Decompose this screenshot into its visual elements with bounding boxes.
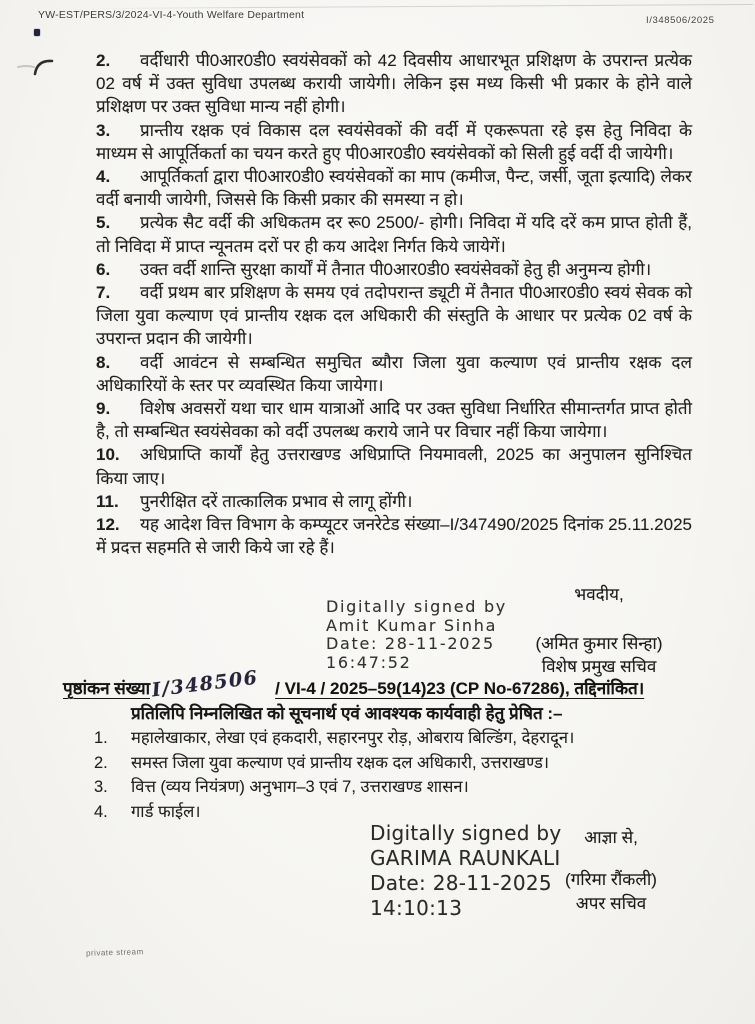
- digital-signature-line: Date: 28-11-2025: [370, 871, 552, 895]
- digital-signature-stamp-secretary: [326, 598, 507, 672]
- copy-item-text: समस्त जिला युवा कल्याण एवं प्रान्तीय रक्षक दल अधिकारी, उत्तराखण्ड।: [131, 753, 550, 772]
- handwritten-dispatch-number: I/348506: [150, 666, 260, 702]
- copy-item-number: 1.: [94, 729, 108, 747]
- signatory-block-secretary: [515, 582, 683, 678]
- paragraph-number: 6.: [96, 259, 111, 279]
- copy-item: [94, 726, 694, 751]
- paragraph-number: 11.: [96, 491, 119, 511]
- paragraph-text: प्रान्तीय रक्षक एवं विकास दल स्वयंसेवकों की वर्दी में एकरूपता रहे इस हेतु निविदा के माध्यम से आपूर्तिकर्ता का चयन करते हुए पी0आर0डी0 स्वयंसेवकों को सिली हुई वर्दी दी जायेगी।: [96, 120, 692, 163]
- order-paragraph: [96, 211, 692, 257]
- digital-signature-line: Amit Kumar Sinha: [326, 615, 498, 635]
- paragraph-text: प्रत्येक सैट वर्दी की अधिकतम दर रू0 2500/- होगी। निविदा में यदि दरें कम प्राप्त होती हैं, तो निविदा में प्राप्त न्यूनतम दरों पर ही कय आदेश निर्गत किये जायेगें।: [96, 213, 692, 256]
- paragraph-number: 3.: [96, 120, 111, 140]
- signatory-block-addl-secretary: [535, 825, 687, 916]
- copy-item-text: वित्त (व्यय नियंत्रण) अनुभाग–3 एवं 7, उत्तराखण्ड शासन।: [131, 778, 469, 796]
- copy-item-text: गार्ड फाईल।: [131, 802, 201, 821]
- paragraph-number: 2.: [96, 51, 111, 70]
- paragraph-text: वर्दी आवंटन से सम्बन्धित समुचित ब्यौरा जिला युवा कल्याण एवं प्रान्तीय रक्षक दल अधिकारियों के स्तर पर व्यवस्थित किया जायेगा।: [96, 352, 692, 395]
- scan-dot-artifact: [34, 29, 40, 36]
- paragraph-text: विशेष अवसरों यथा चार धाम यात्राओं आदि पर उक्त सुविधा निर्धारित सीमान्तर्गत प्राप्त होती है, तो सम्बन्धित स्वयंसेवका को वर्दी उपलब्ध कराये जाने पर विचार नहीं किया जायेगा।: [96, 399, 692, 442]
- paragraph-text: उक्त वर्दी शान्ति सुरक्षा कार्यों में तैनात पी0आर0डी0 स्वयंसेवकों हेतु ही अनुमन्य होगी।: [140, 259, 652, 279]
- copy-distribution-heading: प्रतिलिपि निम्नलिखित को सूचनार्थ एवं आवश्यक कार्यवाही हेतु प्रेषित :–: [131, 704, 563, 723]
- paragraph-text: वर्दीधारी पी0आर0डी0 स्वयंसेवकों को 42 दिवसीय आधारभूत प्रशिक्षण के उपरान्त प्रत्येक 02 वर्ष में उक्त सुविधा उपलब्ध करायी जायेगी। लेकिन इस मध्य किसी भी प्रकार के होने वाले प्रशिक्षण पर उक्त सुविधा मान्य नहीं होगी।: [96, 51, 692, 117]
- salutation: भवदीय,: [574, 585, 624, 604]
- order-body: [96, 49, 692, 559]
- copy-item-text: महालेखाकार, लेखा एवं हकदारी, सहारनपुर रोड़, ओबराय बिल्डिंग, देहरादून।: [131, 729, 575, 747]
- order-paragraph: [96, 351, 692, 397]
- order-paragraph: [96, 397, 692, 443]
- eoffice-document-number: I/348506/2025: [646, 15, 715, 26]
- file-reference-number: YW-EST/PERS/3/2024-VI-4-Youth Welfare Department: [38, 9, 305, 21]
- paragraph-text: आपूर्तिकर्ता द्वारा पी0आर0डी0 स्वयंसेवकों का माप (कमीज, पैन्ट, जर्सी, जूता इत्यादि) लेकर वर्दी बनायी जायेगी, जिससे कि किसी प्रकार की समस्या न हो।: [96, 167, 692, 210]
- salutation: आज्ञा से,: [584, 828, 638, 847]
- signatory-title: अपर सचिव: [575, 894, 647, 913]
- digital-signature-stamp-addl-secretary: [370, 821, 562, 921]
- copy-item: [94, 775, 694, 800]
- order-paragraph: [96, 281, 692, 351]
- order-paragraph: [96, 490, 692, 513]
- copy-item-number: 3.: [94, 778, 108, 796]
- digital-signature-line: 16:47:52: [326, 652, 412, 672]
- signatory-title: विशेष प्रमुख सचिव: [541, 657, 657, 676]
- order-paragraph: [96, 119, 692, 165]
- paragraph-text: यह आदेश वित्त विभाग के कम्प्यूटर जनरेटेड संख्या–I/347490/2025 दिनांक 25.11.2025 में प्रदत्त सहमति से जारी किये जा रहे हैं।: [96, 515, 692, 558]
- paragraph-number: 9.: [96, 399, 111, 419]
- signatory-name: (अमित कुमार सिन्हा): [535, 634, 663, 653]
- paragraph-number: 8.: [96, 352, 111, 372]
- order-paragraph: [96, 49, 692, 119]
- digital-signature-line: Digitally signed by: [326, 597, 507, 616]
- copy-item-number: 2.: [94, 753, 108, 772]
- copy-item: [94, 751, 694, 776]
- digital-signature-line: Date: 28-11-2025: [326, 634, 495, 653]
- order-paragraph: [96, 443, 692, 489]
- pen-mark: [16, 54, 64, 80]
- paragraph-text: अधिप्राप्ति कार्यों हेतु उत्तराखण्ड अधिप्राप्ति नियमावली, 2025 का अनुपालन सुनिश्चित किया जाए।: [96, 445, 692, 488]
- order-paragraph: [96, 258, 692, 281]
- paragraph-number: 7.: [96, 283, 111, 303]
- endorsement-reference: / VI-4 / 2025–59(14)23 (CP No-67286), तद्दिनांकित।: [275, 679, 645, 698]
- paragraph-text: पुनरीक्षित दरें तात्कालिक प्रभाव से लागू होंगी।: [140, 491, 413, 511]
- paragraph-number: 5.: [96, 213, 111, 233]
- order-paragraph: [96, 513, 692, 559]
- paragraph-number: 4.: [96, 167, 111, 187]
- copy-item-number: 4.: [94, 802, 108, 821]
- paragraph-text: वर्दी प्रथम बार प्रशिक्षण के समय एवं तदोपरान्त ड्यूटी में तैनात पी0आर0डी0 स्वयं सेवक को जिला युवा कल्याण एवं प्रान्तीय रक्षक दल अधिकारी की संस्तुति के आधार पर प्रत्येक 02 वर्ष के उपरान्त प्रदान की जायेगी।: [96, 283, 692, 349]
- endorsement-label: पृष्ठांकन संख्या: [63, 679, 150, 698]
- signatory-name: (गरिमा रौंकली): [565, 870, 657, 889]
- paragraph-number: 10.: [96, 445, 120, 465]
- digital-signature-line: GARIMA RAUNKALI: [370, 846, 561, 870]
- digital-signature-line: Digitally signed by: [370, 821, 562, 845]
- copy-distribution-list: [94, 726, 694, 824]
- digital-signature-line: 14:10:13: [370, 896, 463, 920]
- paragraph-number: 12.: [96, 515, 120, 535]
- private-stream-watermark: private stream: [85, 947, 144, 958]
- order-paragraph: [96, 165, 692, 211]
